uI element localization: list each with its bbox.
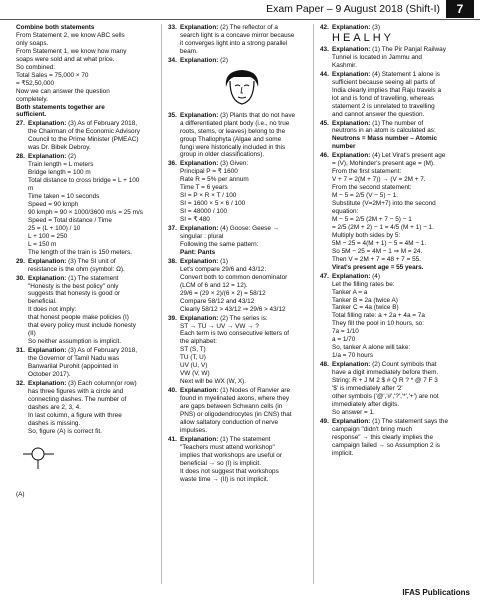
text-line: Total distance to cross bridge = L + 100 bbox=[28, 177, 140, 185]
answer-item bbox=[16, 120, 154, 152]
text-line: Explanation: (4) Goose: Geese → bbox=[180, 225, 280, 233]
header-title: Exam Paper – 9 August 2018 (Shift-I) bbox=[266, 3, 440, 15]
text-line: fungi were historically included in this bbox=[180, 143, 286, 151]
text-line: Explanation: (2) bbox=[28, 153, 76, 161]
text-line: Now we can answer the question bbox=[16, 87, 110, 95]
text-line: In last column, a figure with three bbox=[28, 411, 122, 419]
text-line: 25 = (L + 100) / 10 bbox=[28, 224, 81, 232]
text-line: response" → this clearly implies the bbox=[332, 433, 434, 441]
answer-item bbox=[320, 120, 458, 152]
question-number: 44. bbox=[320, 70, 329, 78]
text-line: dashes are 2, 3, 4. bbox=[28, 403, 81, 411]
answer-item bbox=[168, 57, 306, 110]
text-line: Explanation: (2) Count symbols that bbox=[332, 361, 437, 369]
text-line: Multiply both sides by 5: bbox=[332, 231, 401, 239]
text-line: dashes is missing. bbox=[28, 419, 81, 427]
text-line: Time T = 6 years bbox=[180, 184, 228, 192]
figure-caption: (A) bbox=[16, 490, 25, 498]
text-line: implies that workshops are useful or bbox=[180, 451, 282, 459]
text-line: Total Sales = 75,000 × 70 bbox=[16, 71, 89, 79]
answer-item bbox=[168, 24, 306, 56]
text-line: implicit. bbox=[332, 449, 354, 457]
text-line: Explanation: (1) The number of bbox=[332, 119, 424, 127]
answer-item bbox=[16, 380, 154, 436]
text-line: Explanation: (1) The statement bbox=[180, 435, 271, 443]
text-line: = ₹52,50,000 bbox=[16, 79, 55, 87]
publisher-footer: IFAS Publications bbox=[402, 588, 470, 597]
question-number: 39. bbox=[168, 314, 177, 322]
text-line: Banwarilal Purohit (appointed in bbox=[28, 363, 119, 371]
text-line: So neither assumption is implicit. bbox=[28, 338, 122, 346]
text-line: Neutrons = Mass number – Atomic bbox=[332, 135, 438, 143]
text-line: So answer = 1. bbox=[332, 408, 375, 416]
text-line: M − 5 = 2/5 (V − 5) − 1. bbox=[332, 192, 399, 200]
column-left bbox=[16, 24, 154, 499]
question-number: 27. bbox=[16, 120, 25, 128]
text-line: TU (T, U) bbox=[180, 354, 206, 362]
text-line: 1/a = 70 hours bbox=[332, 352, 374, 360]
question-number: 43. bbox=[320, 45, 329, 53]
header-divider bbox=[0, 19, 480, 20]
question-number: 36. bbox=[168, 160, 177, 168]
text-line: roots, stems, or leaves) belong to the bbox=[180, 127, 286, 135]
text-line: SI = 48000 / 100 bbox=[180, 208, 228, 216]
text-line: neutrons in an atom is calculated as: bbox=[332, 127, 436, 135]
text-line: Let's compare 29/6 and 43/12: bbox=[180, 265, 267, 273]
text-line: 5M − 25 = 4(M + 1) − 5 = 4M − 1. bbox=[332, 239, 427, 247]
text-line: m bbox=[28, 185, 34, 193]
text-line: Explanation: (1) The Pir Panjal Railway bbox=[332, 45, 446, 53]
text-line: UV (U, V) bbox=[180, 362, 208, 370]
text-line: Explanation: (3) Given: bbox=[180, 160, 249, 168]
text-line: The length of the train is 150 meters. bbox=[28, 248, 133, 256]
text-line: search light is a concave mirror because bbox=[180, 31, 295, 39]
text-line: campaign failed → so Assumption 2 is bbox=[332, 441, 440, 449]
text-line: String: R + J M 2 $ # Q R ? * @ 7 F 3 bbox=[332, 377, 438, 385]
text-line: Pant: Pants bbox=[180, 248, 216, 256]
text-line: sufficient. bbox=[16, 111, 47, 119]
text-line: Explanation: (2) bbox=[180, 56, 228, 64]
text-line: beneficial → so (I) is implicit. bbox=[180, 459, 261, 467]
text-line: (II) bbox=[28, 330, 36, 338]
column-middle bbox=[168, 24, 306, 485]
text-line: resistance is the ohm (symbol: Ω). bbox=[28, 265, 125, 273]
text-line: Explanation: (1) The statement says the bbox=[332, 417, 449, 425]
text-line: have a digit immediately before them. bbox=[332, 369, 439, 377]
text-line: So, tanker A alone will take: bbox=[332, 344, 411, 352]
answer-item bbox=[320, 46, 458, 70]
text-line: V + 7 = 2(M + 7)) → (V = 2M + 7. bbox=[332, 176, 426, 184]
text-line: '$' is immediately after '2' bbox=[332, 384, 403, 392]
text-line: M − 5 = 2/5 (2M + 7 − 5) − 1 bbox=[332, 215, 412, 223]
text-line: Speed = 90 kmph bbox=[28, 200, 79, 208]
text-line: So combined: bbox=[16, 63, 56, 71]
question-number: 46. bbox=[320, 152, 329, 160]
text-line: are gaps between Schwann cells (in bbox=[180, 403, 283, 411]
answer-item bbox=[320, 361, 458, 417]
text-line: Explanation: (3) Each column(or row) bbox=[28, 379, 137, 387]
text-line: Convert both to common denominator bbox=[180, 273, 288, 281]
text-line: Explanation: (3) As of February 2018, bbox=[28, 120, 138, 128]
text-line: a = 1/70 bbox=[332, 336, 356, 344]
text-line: Explanation: (4) Statement 1 alone is bbox=[332, 70, 440, 78]
question-number: 41. bbox=[168, 435, 177, 443]
text-line: Rate R = 5% per annum bbox=[180, 176, 249, 184]
text-line: From Statement 2, we know ABC sells bbox=[16, 31, 125, 39]
text-line: beneficial. bbox=[28, 298, 57, 306]
text-line: statement 2 is unrelated to travelling bbox=[332, 102, 435, 110]
text-line: Bridge length = 100 m bbox=[28, 169, 91, 177]
text-line: sufficient because seeing all parts of bbox=[332, 78, 435, 86]
question-number: 35. bbox=[168, 111, 177, 119]
text-line: = (V), Mohinder's present age = (M). bbox=[332, 160, 435, 168]
text-line: Explanation: (4) Let Virat's present age bbox=[332, 152, 446, 160]
answer-item bbox=[168, 225, 306, 257]
text-line: 29/6 = (29 × 2)/(6 × 2) = 58/12 bbox=[180, 289, 266, 297]
text-line: Explanation: (1) The statement bbox=[28, 274, 119, 282]
answer-item bbox=[16, 258, 154, 274]
text-line: Explanation: (2) The reflector of a bbox=[180, 24, 278, 31]
question-number: 28. bbox=[16, 153, 25, 161]
text-line: Then V = 2M + 7 = 48 + 7 = 55. bbox=[332, 255, 421, 263]
text-line: = 2/5 (2M + 2) − 1 = 4/5 (M + 1) − 1. bbox=[332, 223, 434, 231]
text-line: and cannot answer the question. bbox=[332, 110, 425, 118]
page-number-badge: 7 bbox=[446, 0, 474, 18]
text-line: SI = 1600 × 5 × 6 / 100 bbox=[180, 200, 246, 208]
text-line: has three figures with a circle and bbox=[28, 387, 124, 395]
page-header bbox=[0, 0, 480, 20]
answer-item bbox=[16, 24, 154, 119]
question-number: 47. bbox=[320, 272, 329, 280]
answer-item bbox=[16, 153, 154, 256]
text-line: Explanation: (1) Nodes of Ranvier are bbox=[180, 387, 291, 395]
text-line: lot and is fond of travelling, whereas bbox=[332, 94, 434, 102]
text-line: Explanation: (3) Plants that do not have bbox=[180, 111, 296, 119]
text-line: Let the filling rates be: bbox=[332, 280, 395, 288]
text-line: campaign "didn't bring much bbox=[332, 425, 413, 433]
text-line: From the first statement: bbox=[332, 168, 402, 176]
text-line: beam. bbox=[180, 47, 198, 55]
text-line: L = 150 m bbox=[28, 240, 57, 248]
text-line: L + 100 = 250 bbox=[28, 232, 68, 240]
text-line: It does not suggest that workshops bbox=[180, 467, 279, 475]
text-line: Tanker B = 2a (twice A) bbox=[332, 296, 398, 304]
text-line: completely. bbox=[16, 95, 48, 103]
question-number: 34. bbox=[168, 56, 177, 64]
question-number: 37. bbox=[168, 225, 177, 233]
text-line: Each term is two consecutive letters of bbox=[180, 330, 290, 338]
text-line: Both statements together are bbox=[16, 103, 105, 111]
answer-item bbox=[320, 152, 458, 271]
text-line: From the second statement: bbox=[332, 184, 412, 192]
text-line: Kashmir. bbox=[332, 61, 357, 69]
answer-item bbox=[168, 315, 306, 387]
question-number: 40. bbox=[168, 387, 177, 395]
text-line: They fill the pool in 10 hours, so: bbox=[332, 320, 425, 328]
answer-item bbox=[320, 273, 458, 360]
text-line: Total filling rate: a + 2a + 4a = 7a bbox=[332, 312, 425, 320]
question-number: 33. bbox=[168, 24, 177, 31]
answer-figure bbox=[220, 67, 306, 110]
question-number: 31. bbox=[16, 347, 25, 355]
text-line: Next will be WX (W, X). bbox=[180, 378, 247, 386]
text-line: SI = ₹ 480 bbox=[180, 216, 210, 224]
text-line: Explanation: (3) As of February 2018, bbox=[28, 347, 138, 355]
text-line: a differentiated plant body (i.e., no true bbox=[180, 119, 290, 127]
answer-item bbox=[320, 24, 458, 45]
text-line: It does not imply: bbox=[28, 306, 77, 314]
text-line: Explanation: (2) The series is: bbox=[180, 314, 268, 322]
text-line: "Teachers must attend workshop" bbox=[180, 443, 275, 451]
text-line: the Governor of Tamil Nadu was bbox=[28, 355, 120, 363]
answer-item bbox=[320, 71, 458, 119]
text-line: Council to the Prime Minister (PMEAC) bbox=[28, 136, 139, 144]
answer-item bbox=[16, 347, 154, 379]
text-line: Time taken = 10 seconds bbox=[28, 193, 100, 201]
circle-dash-figure bbox=[16, 438, 76, 486]
text-line: So 5M − 25 = 4M − 1 ⇒ M = 24. bbox=[332, 247, 423, 255]
question-number: 42. bbox=[320, 24, 329, 31]
text-line: From Statement 1, we know how many bbox=[16, 47, 127, 55]
question-number: 32. bbox=[16, 379, 25, 387]
question-number: 48. bbox=[320, 361, 329, 369]
text-line: connecting dashes. The number of bbox=[28, 395, 127, 403]
question-number: 45. bbox=[320, 119, 329, 127]
text-line: immediately after digits. bbox=[332, 400, 400, 408]
column-divider bbox=[313, 24, 314, 584]
text-line: only soaps. bbox=[16, 39, 49, 47]
text-line: ST → TU → UV → VW → ? bbox=[180, 322, 259, 330]
answer-item bbox=[320, 418, 458, 458]
column-right bbox=[320, 24, 458, 459]
text-line: Tunnel is located in Jammu and bbox=[332, 53, 422, 61]
question-number: 29. bbox=[16, 257, 25, 265]
text-line: So, figure (A) is correct fit. bbox=[28, 427, 102, 435]
text-line: PNS) or oligodendrocytes (in CNS) that bbox=[180, 410, 292, 418]
answer-item bbox=[168, 112, 306, 160]
text-line: Speed = Total distance / Time bbox=[28, 216, 112, 224]
text-line: Substitute (V=2M+7) into the second bbox=[332, 200, 436, 208]
text-line: Train length = L meters bbox=[28, 161, 94, 169]
text-line: HEALHY bbox=[332, 31, 395, 44]
face-figure bbox=[220, 67, 264, 107]
answer-item bbox=[168, 160, 306, 224]
text-line: "Honesty is the best policy" only bbox=[28, 282, 119, 290]
text-line: allow saltatory conduction of nerve bbox=[180, 418, 279, 426]
text-line: the alphabet: bbox=[180, 338, 217, 346]
text-line: 90 kmph = 90 × 1000/3600 m/s = 25 m/s bbox=[28, 208, 143, 216]
text-line: Tanker A = a bbox=[332, 288, 368, 296]
text-line: Virat's present age = 55 years. bbox=[332, 263, 424, 271]
text-line: that honest people make policies (I) bbox=[28, 314, 129, 322]
answer-item bbox=[168, 387, 306, 435]
text-line: impulses. bbox=[180, 426, 207, 434]
text-line: ST (S, T) bbox=[180, 346, 206, 354]
text-line: Explanation: (1) bbox=[180, 257, 228, 265]
text-line: waste time → (II) is not implicit. bbox=[180, 475, 269, 483]
text-line: soaps were sold and at what price. bbox=[16, 55, 115, 63]
question-number: 30. bbox=[16, 274, 25, 282]
answer-item bbox=[168, 436, 306, 484]
text-line: 7a = 1/10 bbox=[332, 328, 359, 336]
question-number: 49. bbox=[320, 417, 329, 425]
text-line: Combine both statements bbox=[16, 24, 95, 31]
answer-figure bbox=[16, 438, 154, 489]
text-line: the Chairman of the Economic Advisory bbox=[28, 128, 140, 136]
question-number: 38. bbox=[168, 257, 177, 265]
text-line: Following the same pattern: bbox=[180, 240, 259, 248]
text-line: was Dr. Bibek Debroy. bbox=[28, 144, 91, 152]
text-line: Explanation: (3) The SI unit of bbox=[28, 257, 116, 265]
text-line: singular : plural bbox=[180, 233, 224, 241]
text-line: found in myelinated axons, where they bbox=[180, 395, 290, 403]
text-line: Principal P = ₹ 1600 bbox=[180, 168, 238, 176]
text-line: Tanker C = 4a (twice B) bbox=[332, 304, 399, 312]
text-line: Explanation: (3) bbox=[332, 24, 380, 31]
answer-item bbox=[168, 258, 306, 314]
text-line: number bbox=[332, 143, 356, 151]
answer-item bbox=[16, 275, 154, 347]
text-line: SI = P × R × T / 100 bbox=[180, 192, 237, 200]
text-line: group Thallophyta (Algae and some bbox=[180, 135, 282, 143]
text-line: Explanation: (4) bbox=[332, 272, 380, 280]
text-line: Clearly 58/12 > 43/12 ⇒ 29/6 > 43/12 bbox=[180, 305, 286, 313]
text-line: it converges light into a strong parallel bbox=[180, 39, 288, 47]
text-line: Compare 58/12 and 43/12 bbox=[180, 297, 255, 305]
text-line: other symbols ('@','#','?','*','+') are not bbox=[332, 392, 439, 400]
text-line: October 2017). bbox=[28, 370, 71, 378]
text-line: suggests that honesty is good or bbox=[28, 290, 121, 298]
text-line: equation: bbox=[332, 208, 359, 216]
text-line: India clearly implies that Raju travels a bbox=[332, 86, 442, 94]
text-line: group in older classifications). bbox=[180, 151, 265, 159]
text-line: (LCM of 6 and 12 = 12). bbox=[180, 281, 248, 289]
text-line: that every policy must include honesty bbox=[28, 322, 136, 330]
text-line: VW (V, W) bbox=[180, 370, 210, 378]
column-divider bbox=[161, 24, 162, 584]
